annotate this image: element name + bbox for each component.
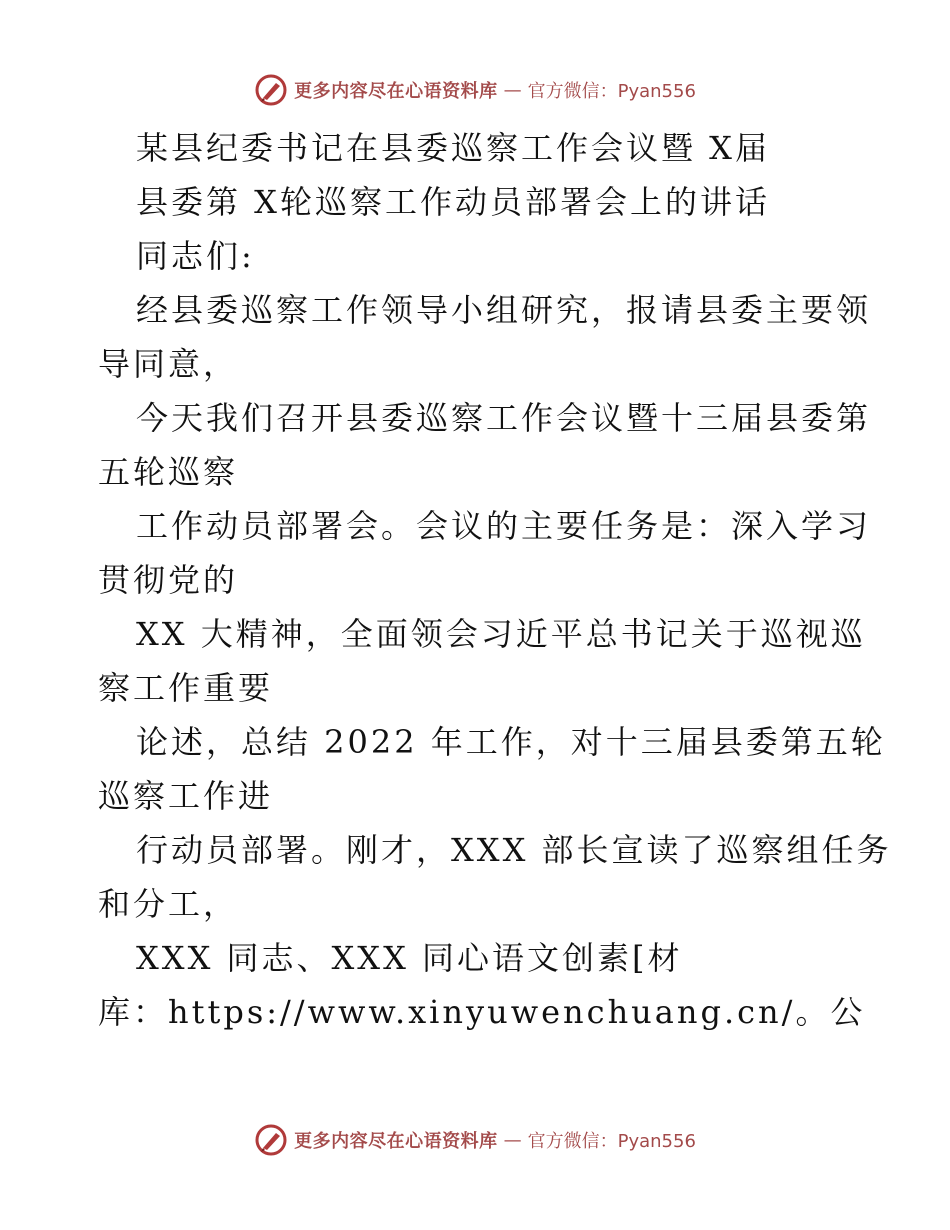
doc-line: 和分工， xyxy=(98,885,239,923)
doc-line: 今天我们召开县委巡察工作会议暨十三届县委第 xyxy=(136,399,872,437)
footer-wechat-text: 官方微信：Pyan556 xyxy=(527,1131,696,1152)
doc-title-line-2: 县委第 X轮巡察工作动员部署会上的讲话 xyxy=(136,183,770,221)
footer-banner xyxy=(0,1120,950,1160)
doc-line: XXX 同志、XXX 同心语文创素[材 xyxy=(136,939,683,977)
doc-line: 贯彻党的 xyxy=(98,561,239,599)
doc-line: 巡察工作进 xyxy=(98,777,274,815)
header-separator: — xyxy=(503,79,522,101)
doc-url-line: 库：https://www.xinyuwenchuang.cn/。公 xyxy=(98,993,866,1031)
doc-line: 论述，总结 2022 年工作，对十三届县委第五轮 xyxy=(136,723,886,761)
doc-line: 察工作重要 xyxy=(98,669,274,707)
doc-line: XX 大精神，全面领会习近平总书记关于巡视巡 xyxy=(136,615,866,653)
pen-logo-icon xyxy=(254,1123,288,1157)
doc-line: 五轮巡察 xyxy=(98,453,239,491)
footer-brand-text: 更多内容尽在心语资料库 xyxy=(294,1131,498,1152)
header-brand-text: 更多内容尽在心语资料库 xyxy=(294,81,498,102)
header-wechat-text: 官方微信：Pyan556 xyxy=(527,81,696,102)
header-banner xyxy=(0,70,950,110)
doc-title-line-1: 某县纪委书记在县委巡察工作会议暨 X届 xyxy=(136,129,770,167)
doc-line: 经县委巡察工作领导小组研究，报请县委主要领 xyxy=(136,291,872,329)
doc-line: 行动员部署。刚才，XXX 部长宣读了巡察组任务 xyxy=(136,831,892,869)
document-body xyxy=(98,121,892,1039)
footer-separator: — xyxy=(503,1129,522,1151)
doc-salutation: 同志们: xyxy=(136,237,255,275)
pen-logo-icon xyxy=(254,73,288,107)
doc-line: 导同意， xyxy=(98,345,239,383)
doc-line: 工作动员部署会。会议的主要任务是：深入学习 xyxy=(136,507,872,545)
